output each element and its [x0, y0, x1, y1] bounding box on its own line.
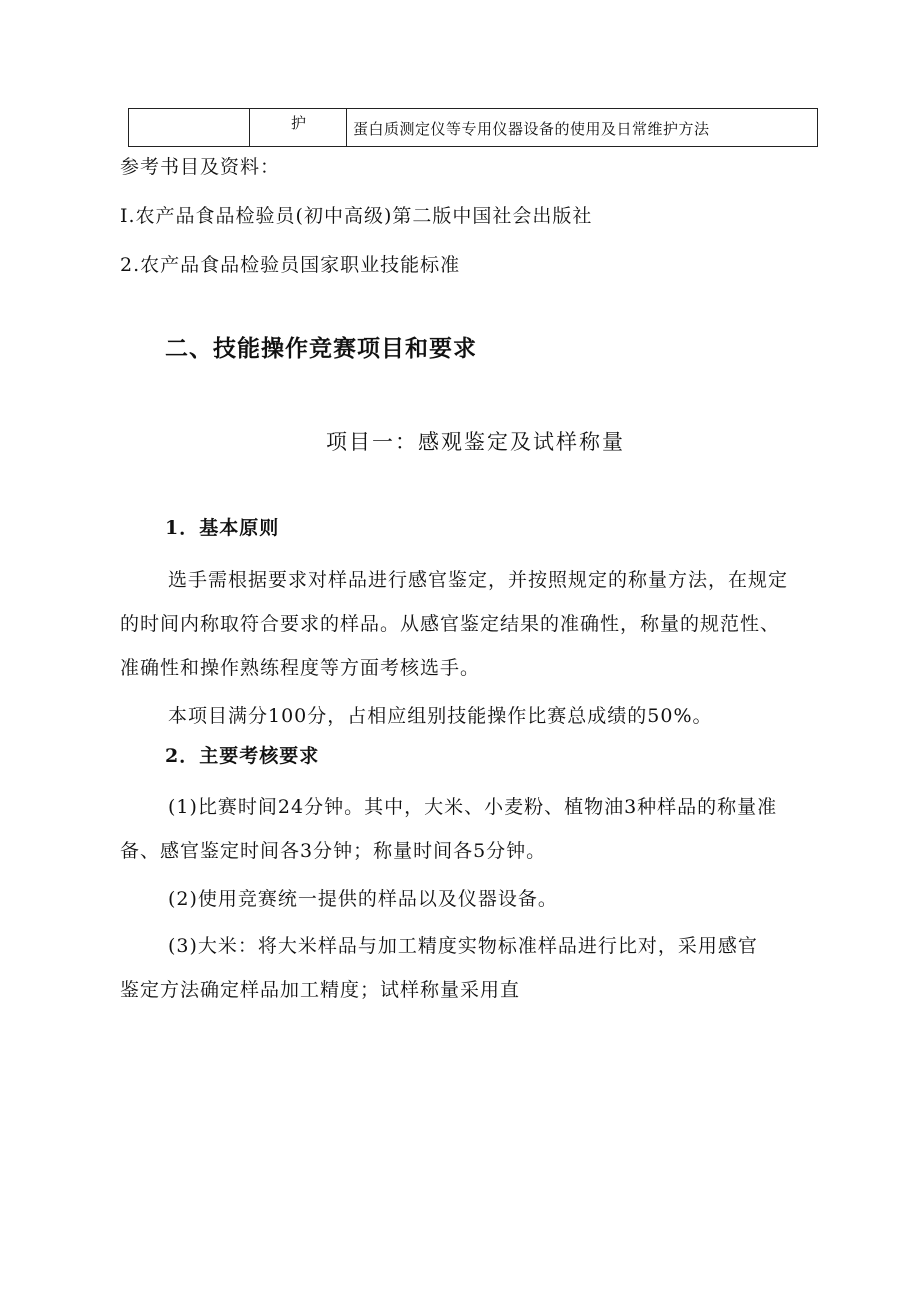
paragraph-line: 的时间内称取符合要求的样品。从感官鉴定结果的准确性，称量的规范性、	[120, 613, 781, 635]
paragraph-line: 准确性和操作熟练程度等方面考核选手。	[120, 657, 481, 679]
main-requirements-heading: 2．主要考核要求	[165, 745, 320, 767]
paragraph-line: (1)比赛时间24分钟。其中，大米、小麦粉、植物油3种样品的称量准	[168, 796, 778, 818]
basic-principle-heading: 1．基本原则	[165, 517, 280, 539]
reference-item: 2.农产品食品检验员国家职业技能标准	[120, 254, 461, 276]
paragraph-line: 本项目满分100分，占相应组别技能操作比赛总成绩的50%。	[168, 705, 713, 727]
paragraph-line: 选手需根据要求对样品进行感官鉴定，并按照规定的称量方法，在规定	[168, 569, 789, 591]
project-title: 项目一：感观鉴定及试样称量	[326, 430, 625, 454]
paragraph-line: (2)使用竞赛统一提供的样品以及仪器设备。	[168, 888, 558, 910]
requirements-table-fragment	[128, 108, 818, 147]
table-cell-category: 护	[250, 109, 347, 146]
paragraph-line: 鉴定方法确定样品加工精度；试样称量采用直	[120, 979, 521, 1001]
paragraph-line: (3)大米：将大米样品与加工精度实物标准样品进行比对，采用感官	[168, 935, 758, 957]
paragraph-line: 备、感官鉴定时间各3分钟；称量时间各5分钟。	[120, 840, 547, 862]
reference-item: I.农产品食品检验员(初中高级)第二版中国社会出版社	[120, 205, 593, 227]
section-heading: 二、技能操作竞赛项目和要求	[165, 336, 477, 362]
references-title: 参考书目及资料：	[120, 156, 281, 178]
table-cell-content: 蛋白质测定仪等专用仪器设备的使用及日常维护方法	[353, 120, 710, 138]
table-cell-empty	[129, 109, 250, 146]
